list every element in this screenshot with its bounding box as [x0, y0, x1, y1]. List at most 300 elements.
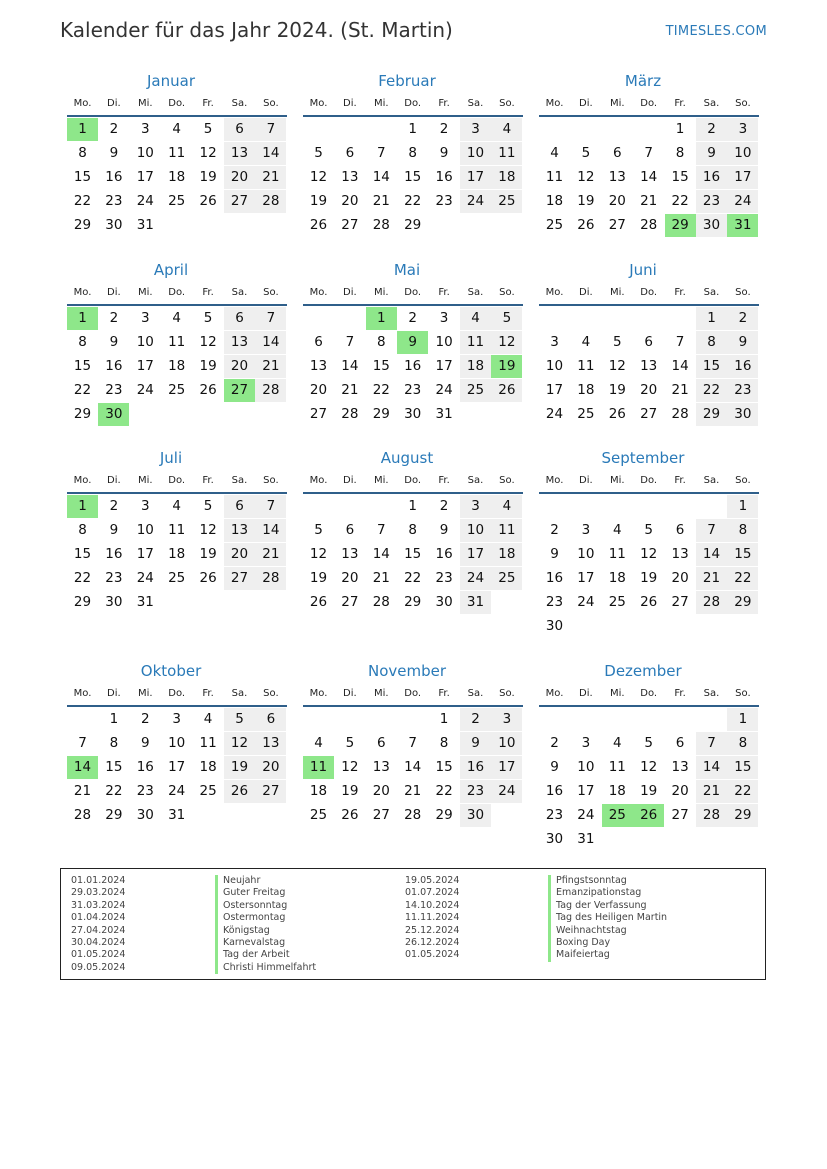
day-cell: 28 — [372, 217, 390, 233]
weekday-label: So. — [263, 475, 279, 486]
day-cell: 30 — [105, 217, 123, 233]
day-cell: 18 — [608, 570, 626, 586]
day-cell: 25 — [168, 570, 186, 586]
holiday-day-cell: 29 — [665, 214, 696, 237]
day-cell: 25 — [168, 382, 186, 398]
day-cell: 15 — [727, 756, 758, 779]
day-cell: 8 — [696, 331, 727, 354]
day-cell: 20 — [224, 166, 255, 189]
day-cell: 17 — [460, 543, 491, 566]
day-cell: 1 — [727, 495, 758, 518]
day-cell: 22 — [696, 379, 727, 402]
day-cell: 16 — [460, 756, 491, 779]
day-cell: 2 — [439, 498, 449, 514]
day-cell: 1 — [675, 121, 685, 137]
day-cell: 16 — [105, 358, 123, 374]
day-cell: 11 — [491, 519, 522, 542]
day-cell: 28 — [671, 406, 689, 422]
day-cell: 21 — [372, 570, 390, 586]
day-cell: 6 — [224, 307, 255, 330]
day-cell: 3 — [141, 121, 150, 137]
weekday-label: Do. — [404, 688, 422, 699]
day-cell: 2 — [408, 310, 417, 326]
day-cell: 31 — [168, 807, 186, 823]
day-cell: 8 — [377, 334, 386, 350]
day-cell: 24 — [460, 190, 491, 213]
day-cell: 13 — [608, 169, 626, 185]
day-cell: 5 — [314, 522, 323, 538]
day-cell: 10 — [136, 522, 154, 538]
day-cell: 21 — [255, 355, 286, 378]
day-cell: 7 — [345, 334, 355, 350]
day-cell: 7 — [255, 307, 286, 330]
legend-holiday-name: Boxing Day — [548, 937, 610, 949]
day-cell: 5 — [613, 334, 622, 350]
day-cell: 26 — [199, 193, 217, 209]
day-cell: 12 — [199, 334, 217, 350]
holiday-day-cell: 27 — [224, 379, 255, 402]
day-cell: 6 — [314, 334, 323, 350]
day-cell: 6 — [255, 708, 286, 731]
weekday-label: Di. — [343, 98, 357, 109]
day-cell: 7 — [255, 495, 286, 518]
day-cell: 6 — [613, 145, 622, 161]
day-cell: 26 — [491, 379, 522, 402]
day-cell: 7 — [78, 735, 87, 751]
holiday-day-cell: 1 — [67, 495, 98, 518]
day-cell: 22 — [105, 783, 123, 799]
weekday-label: Mi. — [138, 688, 153, 699]
day-cell: 14 — [372, 169, 390, 185]
day-cell: 24 — [136, 382, 154, 398]
weekday-label: Mo. — [545, 688, 564, 699]
day-cell: 2 — [439, 121, 449, 137]
day-cell: 26 — [608, 406, 626, 422]
day-cell: 15 — [696, 355, 727, 378]
month-divider — [539, 705, 759, 707]
day-cell: 8 — [78, 334, 87, 350]
day-cell: 21 — [255, 543, 286, 566]
day-cell: 12 — [577, 169, 595, 185]
weekday-label: So. — [263, 98, 279, 109]
day-cell: 5 — [203, 498, 213, 514]
day-cell: 26 — [199, 570, 217, 586]
day-cell: 30 — [460, 804, 491, 827]
day-cell: 11 — [460, 331, 491, 354]
weekday-label: Do. — [640, 475, 658, 486]
weekday-label: Do. — [640, 287, 658, 298]
day-cell: 11 — [199, 735, 217, 751]
day-cell: 27 — [372, 807, 390, 823]
day-cell: 7 — [377, 145, 386, 161]
day-cell: 29 — [372, 406, 390, 422]
day-cell: 7 — [408, 735, 417, 751]
day-cell: 17 — [136, 358, 154, 374]
day-cell: 13 — [255, 732, 286, 755]
day-cell: 15 — [73, 546, 92, 562]
day-cell: 1 — [408, 121, 417, 137]
legend-holiday-name: Maifeiertag — [548, 949, 610, 961]
day-cell: 12 — [640, 546, 658, 562]
day-cell: 4 — [613, 735, 622, 751]
page-title: Kalender für das Jahr 2024. (St. Martin) — [60, 18, 453, 42]
day-cell: 14 — [372, 546, 390, 562]
day-cell: 30 — [435, 594, 453, 610]
holiday-day-cell: 9 — [397, 331, 428, 354]
day-cell: 12 — [309, 546, 328, 562]
day-cell: 20 — [224, 355, 255, 378]
holiday-day-cell: 31 — [727, 214, 758, 237]
day-cell: 10 — [435, 334, 453, 350]
day-cell: 3 — [439, 310, 449, 326]
day-cell: 24 — [491, 780, 522, 803]
day-cell: 4 — [172, 310, 181, 326]
legend-holiday-name: Christi Himmelfahrt — [215, 962, 316, 974]
day-cell: 29 — [73, 594, 92, 610]
day-cell: 8 — [727, 732, 758, 755]
day-cell: 9 — [727, 331, 758, 354]
day-cell: 15 — [73, 358, 92, 374]
day-cell: 6 — [675, 522, 685, 538]
day-cell: 16 — [545, 570, 564, 586]
day-cell: 29 — [696, 403, 727, 426]
weekday-label: Do. — [404, 98, 422, 109]
month-name: März — [624, 72, 662, 90]
brand-logo-text[interactable]: TIMESLES.COM — [665, 24, 767, 39]
weekday-label: Mi. — [610, 98, 625, 109]
month-name: November — [367, 662, 447, 680]
weekday-label: So. — [263, 287, 279, 298]
weekday-label: Mo. — [545, 287, 564, 298]
day-cell: 9 — [550, 546, 559, 562]
day-cell: 21 — [372, 193, 390, 209]
day-cell: 21 — [404, 783, 422, 799]
day-cell: 11 — [168, 522, 186, 538]
weekday-label: Sa. — [467, 287, 484, 298]
day-cell: 17 — [491, 756, 522, 779]
day-cell: 20 — [640, 382, 658, 398]
month-divider — [67, 705, 287, 707]
day-cell: 9 — [141, 735, 150, 751]
weekday-label: Fr. — [438, 688, 450, 699]
day-cell: 3 — [581, 735, 591, 751]
legend-holiday-name: Guter Freitag — [215, 887, 285, 899]
weekday-label: Do. — [404, 475, 422, 486]
day-cell: 29 — [73, 217, 92, 233]
day-cell: 23 — [105, 382, 123, 398]
day-cell: 23 — [545, 594, 564, 610]
weekday-label: So. — [263, 688, 279, 699]
day-cell: 27 — [671, 807, 689, 823]
month-divider — [303, 304, 523, 306]
day-cell: 8 — [408, 522, 417, 538]
day-cell: 6 — [224, 495, 255, 518]
day-cell: 3 — [172, 711, 181, 727]
day-cell: 8 — [408, 145, 417, 161]
weekday-label: Mi. — [374, 287, 389, 298]
weekday-label: Mi. — [138, 98, 153, 109]
day-cell: 31 — [136, 594, 154, 610]
weekday-label: Do. — [168, 475, 186, 486]
day-cell: 21 — [341, 382, 359, 398]
day-cell: 22 — [73, 570, 92, 586]
day-cell: 8 — [439, 735, 449, 751]
weekday-label: Mi. — [374, 98, 389, 109]
day-cell: 25 — [577, 406, 595, 422]
weekday-label: Di. — [343, 287, 357, 298]
weekday-label: Di. — [343, 475, 357, 486]
weekday-label: Mo. — [309, 688, 328, 699]
day-cell: 20 — [608, 193, 626, 209]
day-cell: 24 — [168, 783, 186, 799]
day-cell: 10 — [136, 145, 154, 161]
day-cell: 19 — [640, 570, 658, 586]
holiday-day-cell: 1 — [67, 307, 98, 330]
day-cell: 10 — [491, 732, 522, 755]
day-cell: 14 — [255, 331, 286, 354]
day-cell: 15 — [435, 759, 453, 775]
day-cell: 23 — [727, 379, 758, 402]
day-cell: 5 — [314, 145, 323, 161]
day-cell: 23 — [460, 780, 491, 803]
day-cell: 17 — [577, 570, 595, 586]
day-cell: 26 — [577, 217, 595, 233]
weekday-label: Mi. — [138, 287, 153, 298]
day-cell: 2 — [550, 522, 559, 538]
day-cell: 30 — [696, 214, 727, 237]
holiday-day-cell: 11 — [303, 756, 334, 779]
day-cell: 24 — [545, 406, 564, 422]
day-cell: 10 — [136, 334, 154, 350]
weekday-label: Fr. — [438, 475, 450, 486]
weekday-label: Di. — [107, 287, 121, 298]
day-cell: 29 — [105, 807, 123, 823]
day-cell: 27 — [224, 190, 255, 213]
day-cell: 2 — [109, 121, 119, 137]
day-cell: 24 — [577, 594, 595, 610]
day-cell: 3 — [141, 498, 150, 514]
weekday-label: So. — [499, 98, 515, 109]
weekday-label: Mo. — [309, 98, 328, 109]
weekday-label: Di. — [343, 688, 357, 699]
legend-holiday-name: Neujahr — [215, 875, 260, 887]
day-cell: 4 — [581, 334, 591, 350]
day-cell: 4 — [172, 498, 181, 514]
weekday-label: Sa. — [467, 688, 484, 699]
day-cell: 27 — [671, 594, 689, 610]
weekday-label: Sa. — [231, 98, 248, 109]
weekday-label: Do. — [640, 98, 658, 109]
weekday-label: Mi. — [374, 475, 389, 486]
day-cell: 27 — [341, 217, 359, 233]
weekday-label: Di. — [579, 98, 593, 109]
day-cell: 22 — [404, 570, 422, 586]
day-cell: 30 — [727, 403, 758, 426]
legend-holiday-name: Ostersonntag — [215, 900, 287, 912]
legend-holiday-name: Ostermontag — [215, 912, 285, 924]
day-cell: 22 — [727, 780, 758, 803]
weekday-label: Fr. — [674, 98, 686, 109]
day-cell: 5 — [345, 735, 355, 751]
holiday-day-cell: 25 — [602, 804, 633, 827]
legend-date: 27.04.2024 — [71, 924, 126, 936]
day-cell: 15 — [727, 543, 758, 566]
weekday-label: Sa. — [703, 98, 720, 109]
day-cell: 2 — [460, 708, 491, 731]
day-cell: 13 — [341, 546, 359, 562]
day-cell: 27 — [341, 594, 359, 610]
weekday-label: Fr. — [438, 287, 450, 298]
day-cell: 26 — [309, 217, 328, 233]
day-cell: 19 — [309, 570, 328, 586]
day-cell: 4 — [550, 145, 559, 161]
weekday-label: Do. — [168, 688, 186, 699]
month-divider — [303, 705, 523, 707]
day-cell: 18 — [608, 783, 626, 799]
day-cell: 9 — [550, 759, 559, 775]
day-cell: 28 — [696, 591, 727, 614]
legend-holiday-name: Emanzipationstag — [548, 887, 641, 899]
day-cell: 3 — [727, 118, 758, 141]
day-cell: 23 — [404, 382, 422, 398]
day-cell: 23 — [696, 190, 727, 213]
day-cell: 20 — [224, 543, 255, 566]
day-cell: 1 — [727, 708, 758, 731]
month-divider — [303, 115, 523, 117]
legend-date: 11.11.2024 — [405, 912, 460, 924]
weekday-label: So. — [499, 688, 515, 699]
day-cell: 4 — [491, 118, 522, 141]
day-cell: 19 — [199, 358, 217, 374]
weekday-label: Do. — [168, 98, 186, 109]
month-name: August — [380, 449, 434, 467]
weekday-label: Fr. — [202, 98, 214, 109]
weekday-label: Sa. — [467, 98, 484, 109]
day-cell: 10 — [577, 759, 595, 775]
day-cell: 17 — [168, 759, 186, 775]
weekday-label: Sa. — [231, 688, 248, 699]
day-cell: 2 — [550, 735, 559, 751]
day-cell: 5 — [203, 310, 213, 326]
day-cell: 24 — [136, 570, 154, 586]
day-cell: 20 — [309, 382, 328, 398]
day-cell: 4 — [314, 735, 323, 751]
day-cell: 12 — [640, 759, 658, 775]
day-cell: 11 — [608, 759, 626, 775]
day-cell: 20 — [341, 193, 359, 209]
weekday-label: Mi. — [610, 475, 625, 486]
day-cell: 15 — [404, 546, 422, 562]
month-name: April — [153, 261, 189, 279]
weekday-label: Sa. — [703, 287, 720, 298]
weekday-label: Mi. — [610, 688, 625, 699]
month-divider — [67, 492, 287, 494]
day-cell: 25 — [491, 567, 522, 590]
day-cell: 8 — [78, 145, 87, 161]
day-cell: 20 — [671, 783, 689, 799]
legend-date: 31.03.2024 — [71, 899, 126, 911]
legend-date: 01.07.2024 — [405, 887, 460, 899]
weekday-label: Fr. — [202, 287, 214, 298]
weekday-label: Mo. — [73, 98, 92, 109]
day-cell: 30 — [545, 618, 564, 634]
day-cell: 27 — [255, 780, 286, 803]
day-cell: 21 — [696, 567, 727, 590]
day-cell: 11 — [168, 334, 186, 350]
day-cell: 6 — [345, 522, 355, 538]
day-cell: 22 — [435, 783, 453, 799]
day-cell: 2 — [141, 711, 150, 727]
month-name: Oktober — [140, 662, 202, 680]
day-cell: 16 — [105, 546, 123, 562]
day-cell: 1 — [696, 307, 727, 330]
day-cell: 9 — [439, 145, 449, 161]
month-divider — [67, 304, 287, 306]
day-cell: 22 — [372, 382, 390, 398]
day-cell: 12 — [224, 732, 255, 755]
weekday-label: Sa. — [703, 688, 720, 699]
day-cell: 13 — [372, 759, 390, 775]
holiday-day-cell: 14 — [67, 756, 98, 779]
day-cell: 5 — [644, 735, 653, 751]
day-cell: 10 — [545, 358, 564, 374]
day-cell: 9 — [109, 334, 119, 350]
month-divider — [67, 115, 287, 117]
month-divider — [539, 492, 759, 494]
legend-holiday-name: Pfingstsonntag — [548, 875, 627, 887]
month-name: Januar — [147, 72, 195, 90]
day-cell: 21 — [671, 382, 689, 398]
day-cell: 14 — [404, 759, 422, 775]
holiday-day-cell: 30 — [98, 403, 129, 426]
day-cell: 6 — [644, 334, 653, 350]
day-cell: 10 — [727, 142, 758, 165]
day-cell: 27 — [640, 406, 658, 422]
day-cell: 21 — [640, 193, 658, 209]
month-name: September — [601, 449, 685, 467]
day-cell: 1 — [439, 711, 449, 727]
weekday-label: Mo. — [309, 475, 328, 486]
day-cell: 31 — [460, 591, 491, 614]
holiday-day-cell: 26 — [633, 804, 664, 827]
day-cell: 27 — [224, 567, 255, 590]
legend-holiday-name: Königstag — [215, 925, 270, 937]
day-cell: 5 — [491, 307, 522, 330]
day-cell: 19 — [577, 193, 595, 209]
day-cell: 17 — [136, 169, 154, 185]
day-cell: 18 — [168, 169, 186, 185]
weekday-label: Di. — [579, 475, 593, 486]
day-cell: 27 — [608, 217, 626, 233]
day-cell: 24 — [727, 190, 758, 213]
day-cell: 23 — [105, 193, 123, 209]
day-cell: 17 — [577, 783, 595, 799]
weekday-label: Mi. — [610, 287, 625, 298]
day-cell: 1 — [109, 711, 119, 727]
day-cell: 7 — [255, 118, 286, 141]
day-cell: 29 — [727, 804, 758, 827]
day-cell: 22 — [73, 193, 92, 209]
day-cell: 12 — [199, 522, 217, 538]
month-divider — [539, 304, 759, 306]
day-cell: 8 — [675, 145, 685, 161]
day-cell: 3 — [460, 118, 491, 141]
holiday-day-cell: 1 — [366, 307, 397, 330]
day-cell: 23 — [545, 807, 564, 823]
day-cell: 18 — [577, 382, 595, 398]
day-cell: 26 — [341, 807, 359, 823]
day-cell: 28 — [372, 594, 390, 610]
